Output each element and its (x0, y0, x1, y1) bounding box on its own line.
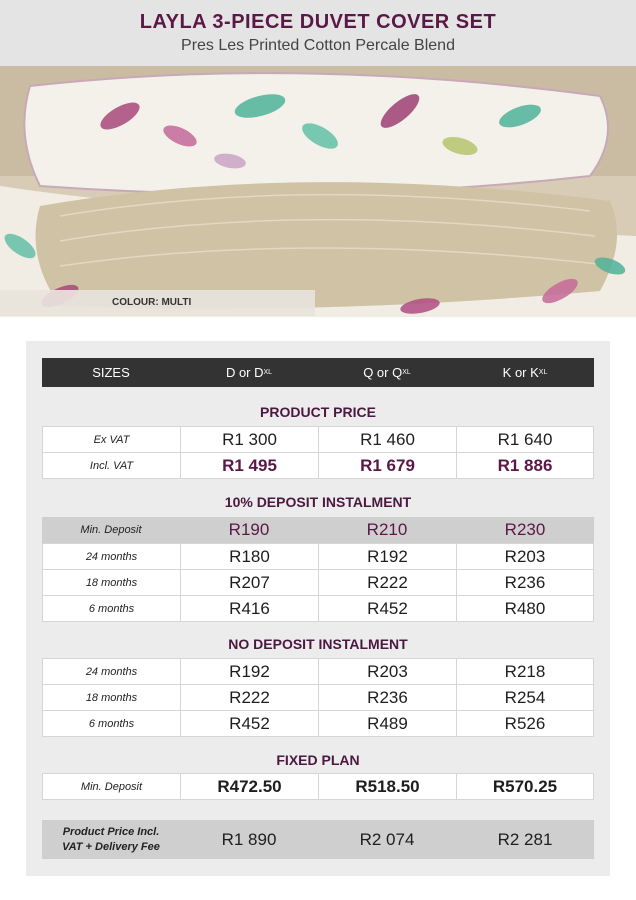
section-title-fixed-plan: FIXED PLAN (276, 752, 360, 768)
total-cell: R2 074 (359, 829, 415, 849)
price-cell: R1 460 (318, 426, 457, 453)
section-title-deposit-instalment: 10% DEPOSIT INSTALMENT (224, 494, 412, 510)
row-label: Ex VAT (42, 426, 181, 453)
price-cell: R230 (504, 520, 546, 539)
price-cell: R489 (318, 710, 457, 737)
price-cell: R452 (318, 595, 457, 622)
price-cell: R190 (228, 520, 270, 539)
row-label: Incl. VAT (42, 452, 181, 479)
total-cell: R2 281 (497, 829, 553, 849)
row-label: 6 months (42, 595, 181, 622)
size-header-k-sup: XL (538, 369, 548, 376)
row-label: 24 months (42, 543, 181, 570)
header-banner (0, 0, 636, 66)
total-label-line2: VAT + Delivery Fee (62, 840, 160, 853)
size-header-k-text: K or K (502, 365, 539, 380)
price-cell: R192 (180, 658, 319, 685)
price-cell: R192 (318, 543, 457, 570)
price-cell: R1 886 (456, 452, 594, 479)
product-photo (0, 66, 636, 317)
row-label: 24 months (42, 658, 181, 685)
section-title-no-deposit-instalment: NO DEPOSIT INSTALMENT (228, 636, 408, 652)
page-title: LAYLA 3-PIECE DUVET COVER SET (139, 11, 497, 33)
price-cell: R1 679 (318, 452, 457, 479)
row-label: 18 months (42, 569, 181, 596)
section-title-product-price: PRODUCT PRICE (260, 404, 376, 420)
colour-label: COLOUR: MULTI (112, 297, 192, 308)
price-cell: R203 (456, 543, 594, 570)
price-cell: R1 640 (456, 426, 594, 453)
size-header-k (456, 358, 594, 387)
price-cell: R207 (180, 569, 319, 596)
size-header-d (180, 358, 318, 387)
row-label: 6 months (42, 710, 181, 737)
price-cell: R236 (456, 569, 594, 596)
price-cell: R180 (180, 543, 319, 570)
size-header-q-text: Q or Q (363, 365, 403, 380)
duvet-illustration (0, 66, 636, 317)
price-cell: R518.50 (318, 773, 457, 800)
colour-bar (0, 290, 315, 316)
price-cell: R203 (318, 658, 457, 685)
row-label: Min. Deposit (42, 773, 181, 800)
price-cell: R480 (456, 595, 594, 622)
price-cell: R254 (456, 684, 594, 711)
page-subtitle: Pres Les Printed Cotton Percale Blend (181, 37, 455, 54)
price-cell: R222 (318, 569, 457, 596)
price-cell: R416 (180, 595, 319, 622)
size-header-q-sup: XL (402, 369, 411, 376)
size-header-d-text: D or D (225, 365, 264, 380)
size-header-d-sup: XL (263, 369, 273, 376)
size-header-q (318, 358, 456, 387)
total-cell: R1 890 (221, 829, 277, 849)
price-cell: R526 (456, 710, 594, 737)
price-cell: R236 (318, 684, 457, 711)
sizes-header: SIZES (92, 365, 130, 380)
price-cell: R570.25 (456, 773, 594, 800)
total-label (42, 820, 180, 859)
price-cell: R218 (456, 658, 594, 685)
price-cell: R452 (180, 710, 319, 737)
price-cell: R222 (180, 684, 319, 711)
price-cell: R1 495 (180, 452, 319, 479)
price-cell: R472.50 (180, 773, 319, 800)
total-label-line1: Product Price Incl. (62, 825, 160, 838)
price-cell: R210 (366, 520, 408, 539)
row-label: Min. Deposit (80, 524, 142, 536)
row-label: 18 months (42, 684, 181, 711)
price-cell: R1 300 (180, 426, 319, 453)
